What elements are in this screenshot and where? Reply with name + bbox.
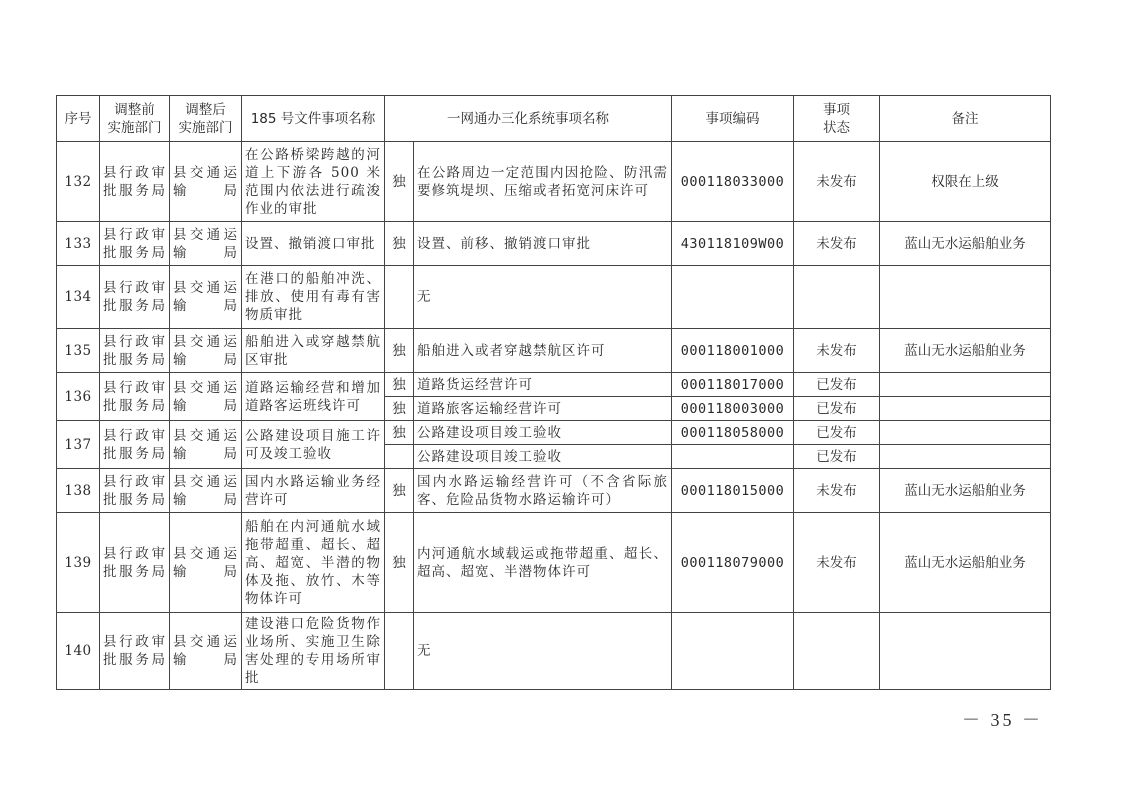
row-system-name: 内河通航水域载运或拖带超重、超长、超高、超宽、半潜物体许可 bbox=[414, 513, 672, 613]
row-before-dept: 县行政审批服务局 bbox=[100, 373, 170, 421]
row-code: 000118001000 bbox=[672, 329, 794, 373]
row-seq: 136 bbox=[57, 373, 100, 421]
row-file185-name: 建设港口危险货物作业场所、实施卫生除害处理的专用场所审批 bbox=[242, 613, 385, 690]
table-row bbox=[57, 329, 1051, 373]
page-number: － 35 － bbox=[962, 710, 1043, 730]
table-row bbox=[57, 421, 1051, 445]
header-after-dept: 调整后 实施部门 bbox=[170, 96, 242, 142]
row-remark bbox=[880, 613, 1051, 690]
row-remark: 权限在上级 bbox=[880, 142, 1051, 222]
header-code: 事项编码 bbox=[672, 96, 794, 142]
table-row bbox=[57, 613, 1051, 690]
row-mark: 独 bbox=[385, 421, 414, 445]
row-before-dept: 县行政审批服务局 bbox=[100, 329, 170, 373]
row-system-name: 道路旅客运输经营许可 bbox=[414, 397, 672, 421]
row-file185-name: 国内水路运输业务经营许可 bbox=[242, 469, 385, 513]
row-system-name: 设置、前移、撤销渡口审批 bbox=[414, 222, 672, 266]
row-status bbox=[794, 266, 880, 329]
table-row bbox=[57, 266, 1051, 329]
row-system-name: 道路货运经营许可 bbox=[414, 373, 672, 397]
row-after-dept: 县交通运输局 bbox=[170, 266, 242, 329]
row-seq: 138 bbox=[57, 469, 100, 513]
header-seq: 序号 bbox=[57, 96, 100, 142]
row-after-dept: 县交通运输局 bbox=[170, 513, 242, 613]
row-before-dept: 县行政审批服务局 bbox=[100, 266, 170, 329]
row-status: 已发布 bbox=[794, 373, 880, 397]
row-file185-name: 在港口的船舶冲洗、排放、使用有毒有害物质审批 bbox=[242, 266, 385, 329]
row-system-name: 在公路周边一定范围内因抢险、防汛需要修筑堤坝、压缩或者拓宽河床许可 bbox=[414, 142, 672, 222]
row-status: 未发布 bbox=[794, 513, 880, 613]
row-after-dept: 县交通运输局 bbox=[170, 469, 242, 513]
row-seq: 137 bbox=[57, 421, 100, 469]
row-code: 000118015000 bbox=[672, 469, 794, 513]
row-mark: 独 bbox=[385, 513, 414, 613]
row-system-name: 无 bbox=[414, 266, 672, 329]
row-before-dept: 县行政审批服务局 bbox=[100, 222, 170, 266]
row-mark: 独 bbox=[385, 397, 414, 421]
row-before-dept: 县行政审批服务局 bbox=[100, 469, 170, 513]
row-seq: 140 bbox=[57, 613, 100, 690]
row-code bbox=[672, 613, 794, 690]
row-system-name: 公路建设项目竣工验收 bbox=[414, 445, 672, 469]
row-after-dept: 县交通运输局 bbox=[170, 222, 242, 266]
table-row bbox=[57, 469, 1051, 513]
row-seq: 133 bbox=[57, 222, 100, 266]
row-code: 000118079000 bbox=[672, 513, 794, 613]
row-file185-name: 在公路桥梁跨越的河道上下游各 500 米范围内依法进行疏浚作业的审批 bbox=[242, 142, 385, 222]
row-remark bbox=[880, 266, 1051, 329]
row-remark bbox=[880, 373, 1051, 397]
row-mark: 独 bbox=[385, 373, 414, 397]
row-status: 未发布 bbox=[794, 222, 880, 266]
row-file185-name: 设置、撤销渡口审批 bbox=[242, 222, 385, 266]
row-code: 430118109W00 bbox=[672, 222, 794, 266]
matter-adjustment-table bbox=[56, 95, 1051, 690]
row-file185-name: 船舶在内河通航水域拖带超重、超长、超高、超宽、半潜的物体及拖、放竹、木等物体许可 bbox=[242, 513, 385, 613]
row-code: 000118058000 bbox=[672, 421, 794, 445]
table-row bbox=[57, 142, 1051, 222]
row-before-dept: 县行政审批服务局 bbox=[100, 613, 170, 690]
header-before-dept: 调整前 实施部门 bbox=[100, 96, 170, 142]
row-remark bbox=[880, 397, 1051, 421]
row-remark: 蓝山无水运船舶业务 bbox=[880, 513, 1051, 613]
row-mark: 独 bbox=[385, 469, 414, 513]
row-system-name: 无 bbox=[414, 613, 672, 690]
row-seq: 132 bbox=[57, 142, 100, 222]
row-seq: 139 bbox=[57, 513, 100, 613]
row-remark bbox=[880, 445, 1051, 469]
row-remark: 蓝山无水运船舶业务 bbox=[880, 329, 1051, 373]
row-code bbox=[672, 266, 794, 329]
row-after-dept: 县交通运输局 bbox=[170, 421, 242, 469]
row-seq: 134 bbox=[57, 266, 100, 329]
table-row bbox=[57, 222, 1051, 266]
row-remark bbox=[880, 421, 1051, 445]
header-system-name: 一网通办三化系统事项名称 bbox=[385, 96, 672, 142]
row-mark bbox=[385, 613, 414, 690]
row-status: 已发布 bbox=[794, 445, 880, 469]
row-after-dept: 县交通运输局 bbox=[170, 142, 242, 222]
row-mark: 独 bbox=[385, 142, 414, 222]
row-code: 000118003000 bbox=[672, 397, 794, 421]
row-system-name: 国内水路运输经营许可（不含省际旅客、危险品货物水路运输许可） bbox=[414, 469, 672, 513]
row-code: 000118033000 bbox=[672, 142, 794, 222]
table-header-row bbox=[57, 96, 1051, 142]
header-status: 事项 状态 bbox=[794, 96, 880, 142]
row-file185-name: 公路建设项目施工许可及竣工验收 bbox=[242, 421, 385, 469]
row-after-dept: 县交通运输局 bbox=[170, 329, 242, 373]
row-status: 已发布 bbox=[794, 397, 880, 421]
row-mark: 独 bbox=[385, 222, 414, 266]
row-after-dept: 县交通运输局 bbox=[170, 613, 242, 690]
row-mark bbox=[385, 445, 414, 469]
row-file185-name: 道路运输经营和增加道路客运班线许可 bbox=[242, 373, 385, 421]
row-before-dept: 县行政审批服务局 bbox=[100, 421, 170, 469]
row-status bbox=[794, 613, 880, 690]
row-before-dept: 县行政审批服务局 bbox=[100, 142, 170, 222]
row-status: 未发布 bbox=[794, 142, 880, 222]
row-before-dept: 县行政审批服务局 bbox=[100, 513, 170, 613]
row-mark bbox=[385, 266, 414, 329]
row-remark: 蓝山无水运船舶业务 bbox=[880, 222, 1051, 266]
row-after-dept: 县交通运输局 bbox=[170, 373, 242, 421]
row-status: 已发布 bbox=[794, 421, 880, 445]
row-seq: 135 bbox=[57, 329, 100, 373]
row-mark: 独 bbox=[385, 329, 414, 373]
row-code bbox=[672, 445, 794, 469]
row-code: 000118017000 bbox=[672, 373, 794, 397]
row-status: 未发布 bbox=[794, 469, 880, 513]
row-system-name: 公路建设项目竣工验收 bbox=[414, 421, 672, 445]
header-remark: 备注 bbox=[880, 96, 1051, 142]
header-file185-name: 185 号文件事项名称 bbox=[242, 96, 385, 142]
row-system-name: 船舶进入或者穿越禁航区许可 bbox=[414, 329, 672, 373]
row-status: 未发布 bbox=[794, 329, 880, 373]
table-row bbox=[57, 513, 1051, 613]
row-file185-name: 船舶进入或穿越禁航区审批 bbox=[242, 329, 385, 373]
row-remark: 蓝山无水运船舶业务 bbox=[880, 469, 1051, 513]
table-row bbox=[57, 373, 1051, 397]
